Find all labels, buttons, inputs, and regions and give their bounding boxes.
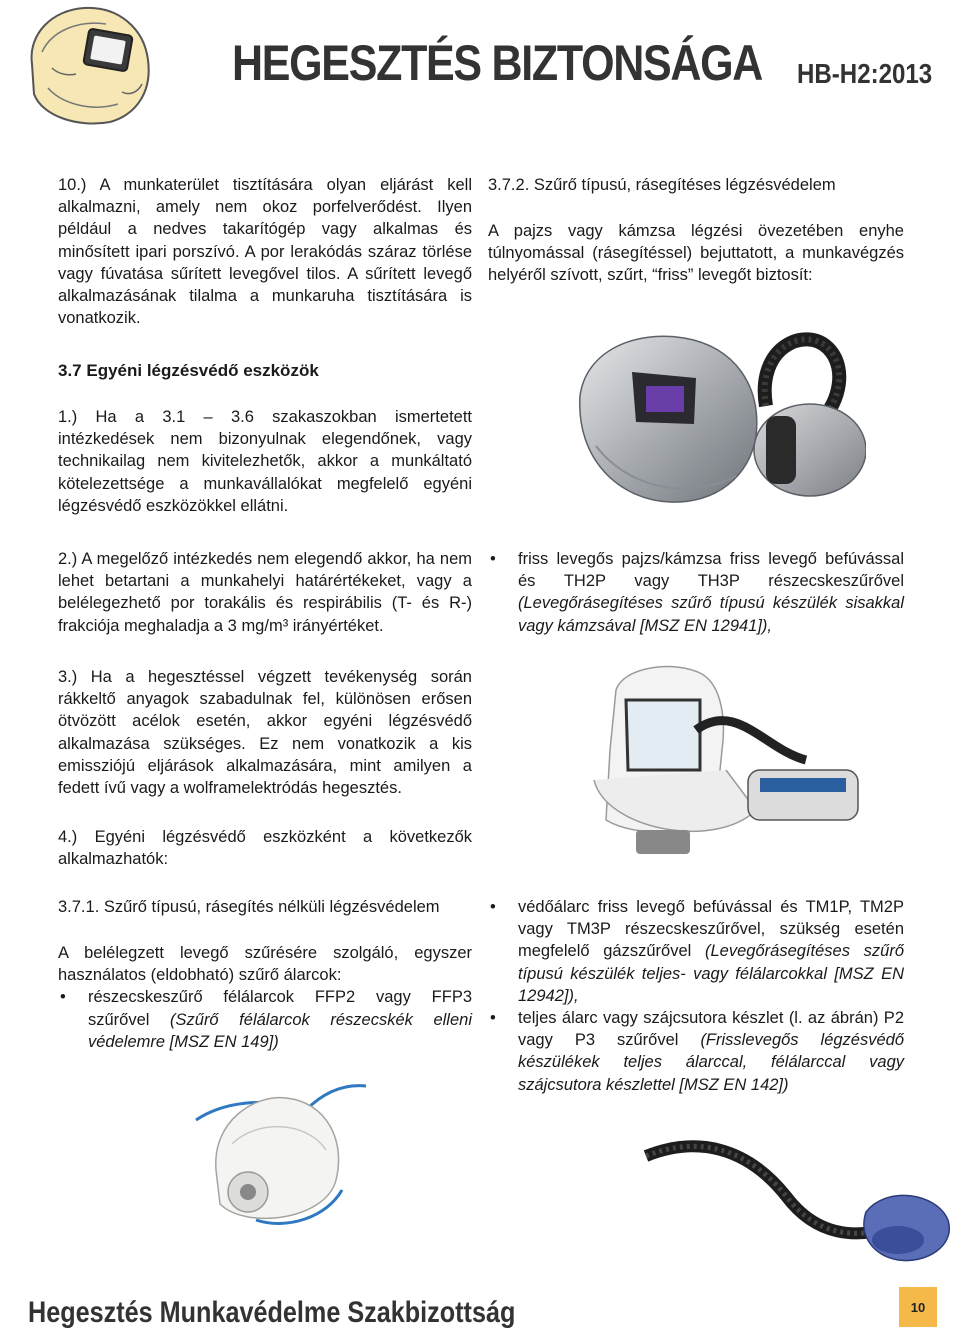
bullet-icon: • (490, 898, 496, 916)
item-1-text: 1.) Ha a 3.1 – 3.6 szakaszokban ismertetett intézkedések nem bizonyulnak elegendőnek, vagy technikailag nem kivitelezhetők, akkor a munkáltató kötelezettsége a munkavállalókat megfelelő egyéni légzésvédő eszközökkel ellátni. (58, 408, 472, 515)
bullet-list-fresh-air (488, 548, 904, 637)
paragraph-3-7-2 (488, 220, 904, 287)
paragraph-item-4 (58, 826, 472, 870)
item-4-text: 4.) Egyéni légzésvédő eszközként a következők alkalmazhatók: (58, 828, 472, 869)
subheading-3-7-1 (58, 896, 472, 918)
welding-helmet-icon (22, 4, 154, 126)
list-item (58, 986, 472, 1053)
list-item-text: részecskeszűrő félálarcok FFP2 vagy FFP3 szűrővel (88, 988, 472, 1029)
half-mask-hose-image (636, 1136, 956, 1276)
paragraph-item-10 (58, 174, 472, 329)
list-item (488, 896, 904, 1007)
bullet-icon: • (490, 550, 496, 568)
ffp-mask-image (186, 1080, 376, 1230)
bullet-list-masks (488, 896, 904, 1096)
list-item-reference: (Frisslevegős légzésvédő készülékek teljes álarccal, félálarccal vagy szájcsutora készlettel [MSZ EN 142]) (518, 1031, 905, 1094)
bullet-list-3-7-1 (58, 986, 472, 1053)
footer-title: Hegesztés Munkavédelme Szakbizottság (28, 1296, 516, 1329)
paragraph-item-3 (58, 666, 472, 799)
list-item-text: friss levegős pajzs/kámzsa friss levegő befúvással és TH2P vagy TH3P részecskeszűrővel (518, 550, 904, 591)
section-heading-text: 3.7 Egyéni légzésvédő eszközök (58, 361, 319, 380)
list-item (488, 548, 904, 637)
item-3-text: 3.) Ha a hegesztéssel végzett tevékenység során rákkeltő anyagok szabadulnak fel, különösen erősen ötvözött acélok esetén, akkor egyéni légzésvédő alkalmazása szükséges. Ez nem vonatkozik a kis emissziójú eljárások alkalmazására, mint amilyen a fedett ívű vagy a wolframelektródás hegesztés. (58, 668, 472, 798)
list-item-reference: (Levegőrásegítéses szűrő típusú készülék teljes- vagy félálarcokkal [MSZ EN 12942]), (518, 942, 904, 1005)
subheading-3-7-2-text: 3.7.2. Szűrő típusú, rásegítéses légzésvédelem (488, 176, 836, 194)
paragraph-item-1 (58, 406, 472, 517)
list-item-reference: (Levegőrásegítéses szűrő típusú készülék sisakkal vagy kámzsával [MSZ EN 12941]), (518, 594, 904, 635)
document-code: HB-H2:2013 (796, 58, 932, 89)
paragraph-item-2 (58, 548, 472, 637)
page-title: HEGESZTÉS BIZTONSÁGA (232, 35, 763, 91)
powered-helmet-image (566, 326, 866, 526)
subheading-3-7-1-text: 3.7.1. Szűrő típusú, rásegítés nélküli légzésvédelem (58, 898, 440, 916)
list-item-text: védőálarc friss levegő befúvással és TM1P, TM2P vagy TM3P részecskeszűrővel, szükség esetén megfelelő gázszűrővel (518, 898, 904, 961)
subheading-3-7-2 (488, 174, 904, 196)
item-2-text: 2.) A megelőző intézkedés nem elegendő akkor, ha nem lehet betartani a munkahelyi határértékeket, vagy a belélegezhető por torakális és respirábilis (T- és R-) frakciója meghaladja a 3 mg/m³ irányértéket. (58, 550, 472, 635)
hood-respirator-image (576, 660, 876, 860)
list-item-text: teljes álarc vagy szájcsutora készlet (l. az ábrán) P2 vagy P3 szűrővel (518, 1009, 904, 1050)
item-10-text: 10.) A munkaterület tisztítására olyan eljárást kell alkalmazni, amely nem okoz porfelverődést. Ilyen például a nedves takarítógép vagy alkalmas és minősített ipari porszívó. A por lerakódás száraz törlése vagy fúvatása sűrített levegővel tilos. A sűrített levegő alkalmazásának tilalma a munkaruha tisztítására is vonatkozik. (58, 176, 472, 328)
bullet-icon: • (490, 1009, 496, 1028)
paragraph-3-7-1 (58, 942, 472, 1053)
paragraph-3-7-1-text: A belélegzett levegő szűrésére szolgáló, egyszer használatos (eldobható) szűrő álarcok: (58, 944, 472, 985)
list-item-reference: (Szűrő félálarcok részecskék elleni védelemre [MSZ EN 149]) (88, 1010, 472, 1051)
list-item (488, 1007, 904, 1096)
section-heading (58, 360, 472, 382)
bullet-icon: • (60, 988, 66, 1007)
paragraph-3-7-2-text: A pajzs vagy kámzsa légzési övezetében enyhe túlnyomással (rásegítéssel) bejuttatott, a munkavégzés helyéről szívott, szűrt, “friss” levegőt biztosít: (488, 222, 904, 285)
page-number: 10 (899, 1287, 937, 1327)
